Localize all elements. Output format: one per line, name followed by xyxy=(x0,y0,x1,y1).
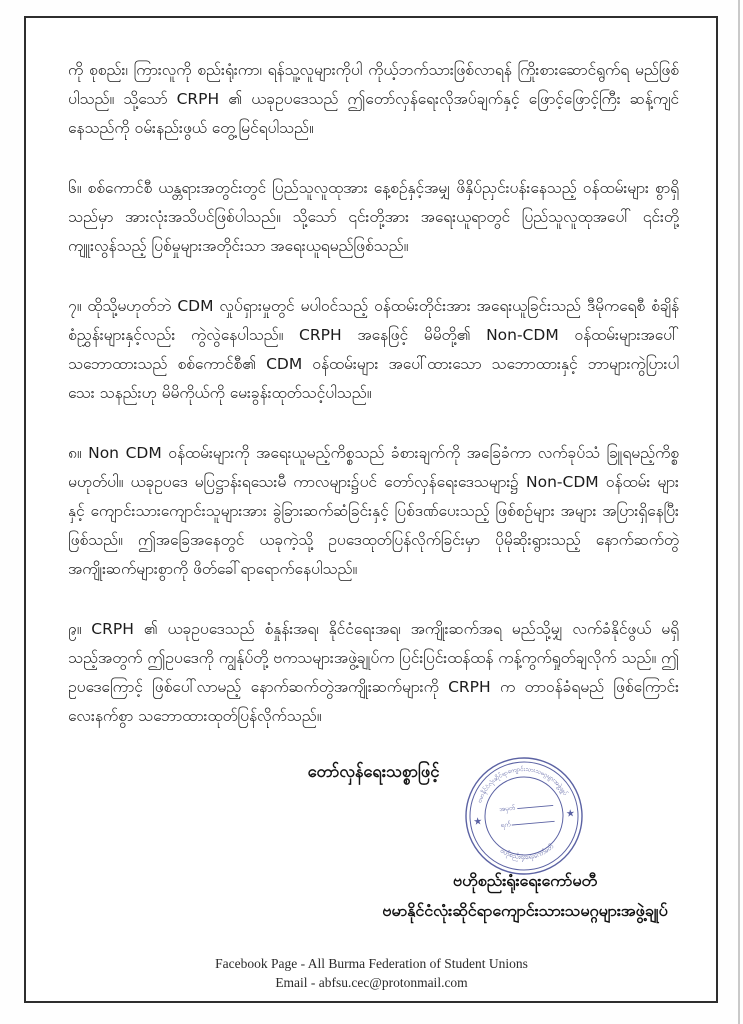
seal-date-field-line xyxy=(512,821,555,825)
footer-email: Email - abfsu.cec@protonmail.com xyxy=(275,975,468,990)
paragraph-8: ၈။ Non CDM ဝန်ထမ်းများကို အရေးယူမည့်ကိစ္စသည် ခံစားချက်ကို အခြေခံကာ လက်ခုပ်သံ ခြူရမည့်ကိစ္စ မဟုတ်ပါ။ ယခုဥပဒေ မပြဋ္ဌာန်းရသေးမီ ကာလများ၌ပင် တော်လှန်ရေးဒေသများ၌ Non-CDM ဝန်ထမ်း များနှင့် ကျောင်းသားကျောင်းသူများအား ခွဲခြားဆက်ဆံခြင်းနှင့် ပြစ်ဒဏ်ပေးသည့် ဖြစ်စဉ်များ အများ အပြားရှိနေပြီး ဖြစ်သည်။ ဤအခြေအနေတွင် ယခုကဲ့သို့ ဥပဒေထုတ်ပြန်လိုက်ခြင်းမှာ ပိုမိုဆိုးရွားသည့် နောက်ဆက်တွဲ အကျိုးဆက်များစွာကို ဖိတ်ခေါ်ရာရောက်နေပါသည်။ xyxy=(68,444,679,578)
signature-committee-name: ဗဟိုစည်းရုံးရေးကော်မတီ xyxy=(452,871,598,890)
official-seal-stamp xyxy=(462,754,586,878)
signature-block xyxy=(350,866,700,926)
seal-date-field-label: ရက် xyxy=(500,820,512,830)
seal-ring-text-bottom: ဗဟိုစည်းရုံးရေးကော်မတီ xyxy=(498,842,556,862)
signature-organization-name: ဗမာနိုင်ငံလုံးဆိုင်ရာကျောင်းသားသမဂ္ဂများအဖွဲ့ချုပ် xyxy=(382,901,668,920)
footer-facebook-page: Facebook Page - All Burma Federation of Student Unions xyxy=(215,956,528,971)
paragraph-6: ၆။ စစ်ကောင်စီ ယန္တရားအတွင်းတွင် ပြည်သူလူထုအား နေ့စဉ်နှင့်အမျှ ဖိနှိပ်ညှင်းပန်းနေသည့် ဝန်ထမ်းများ စွာရှိသည်မှာ အားလုံးအသိပင်ဖြစ်ပါသည်။ သို့သော် ၎င်းတို့အား အရေးယူရာတွင် ပြည်သူလူထုအပေါ် ၎င်းတို့ ကျူးလွန်သည့် ပြစ်မှုများအတိုင်းသာ အရေးယူရမည်ဖြစ်သည်။ xyxy=(68,179,679,255)
seal-inner-ring xyxy=(482,774,567,859)
star-icon-right: ★ xyxy=(565,808,576,820)
seal-ring-text-top: ဗမာနိုင်ငံလုံးဆိုင်ရာကျောင်းသားသမဂ္ဂများအဖွဲ့ချုပ် xyxy=(476,765,569,804)
seal-number-field-line xyxy=(517,805,553,808)
paragraph-7: ၇။ ထိုသို့မဟုတ်ဘဲ CDM လှုပ်ရှားမှုတွင် မပါဝင်သည့် ဝန်ထမ်းတိုင်းအား အရေးယူခြင်းသည် ဒီမိုကရေစီ စံချိန်စံညွှန်းများနှင့်လည်း ကွဲလွဲနေပါသည်။ CRPH အနေဖြင့် မိမိတို့၏ Non-CDM ဝန်ထမ်းများအပေါ် သဘောထားသည် စစ်ကောင်စီ၏ CDM ဝန်ထမ်းများ အပေါ်ထားသော သဘောထားနှင့် ဘာများကွဲပြားပါ သေး သနည်းဟု မိမိကိုယ်ကို မေးခွန်းထုတ်သင့်ပါသည်။ xyxy=(68,297,679,402)
star-icon-left: ★ xyxy=(472,816,483,828)
closing-salutation: တော်လှန်ရေးသစ္စာဖြင့် xyxy=(307,762,440,781)
paragraph-9: ၉။ CRPH ၏ ယခုဥပဒေသည် စံနှုန်းအရ၊ နိုင်ငံရေးအရ၊ အကျိုးဆက်အရ မည်သို့မျှ လက်ခံနိုင်ဖွယ် မရှိ သည့်အတွက် ဤဥပဒေကို ကျွန်ုပ်တို့ ဗကသများအဖွဲ့ချုပ်က ပြင်းပြင်းထန်ထန် ကန့်ကွက်ရှုတ်ချလိုက် သည်။ ဤဥပဒေကြောင့် ဖြစ်ပေါ်လာမည့် နောက်ဆက်တွဲအကျိုးဆက်များကို CRPH က တာဝန်ခံရမည် ဖြစ်ကြောင်း လေးနက်စွာ သဘောထားထုတ်ပြန်လိုက်သည်။ xyxy=(68,620,679,725)
seal-number-field-label: အမှတ် xyxy=(498,803,516,814)
document-body xyxy=(68,56,679,786)
scan-edge-line xyxy=(738,0,740,1024)
page-footer xyxy=(0,954,743,992)
paragraph-continuation: ကို စုစည်း၊ ကြားလူကို စည်းရုံးကာ၊ ရန်သူ့လူများကိုပါ ကိုယ့်ဘက်သားဖြစ်လာရန် ကြိုးစားဆောင်ရွက်ရ မည်ဖြစ်ပါသည်။ သို့သော် CRPH ၏ ယခုဥပဒေသည် ဤတော်လှန်ရေးလိုအပ်ချက်နှင့် ဖြောင့်ဖြောင့်ကြီး ဆန့်ကျင်နေသည်ကို ဝမ်းနည်းဖွယ် တွေ့မြင်ရပါသည်။ xyxy=(68,61,679,137)
